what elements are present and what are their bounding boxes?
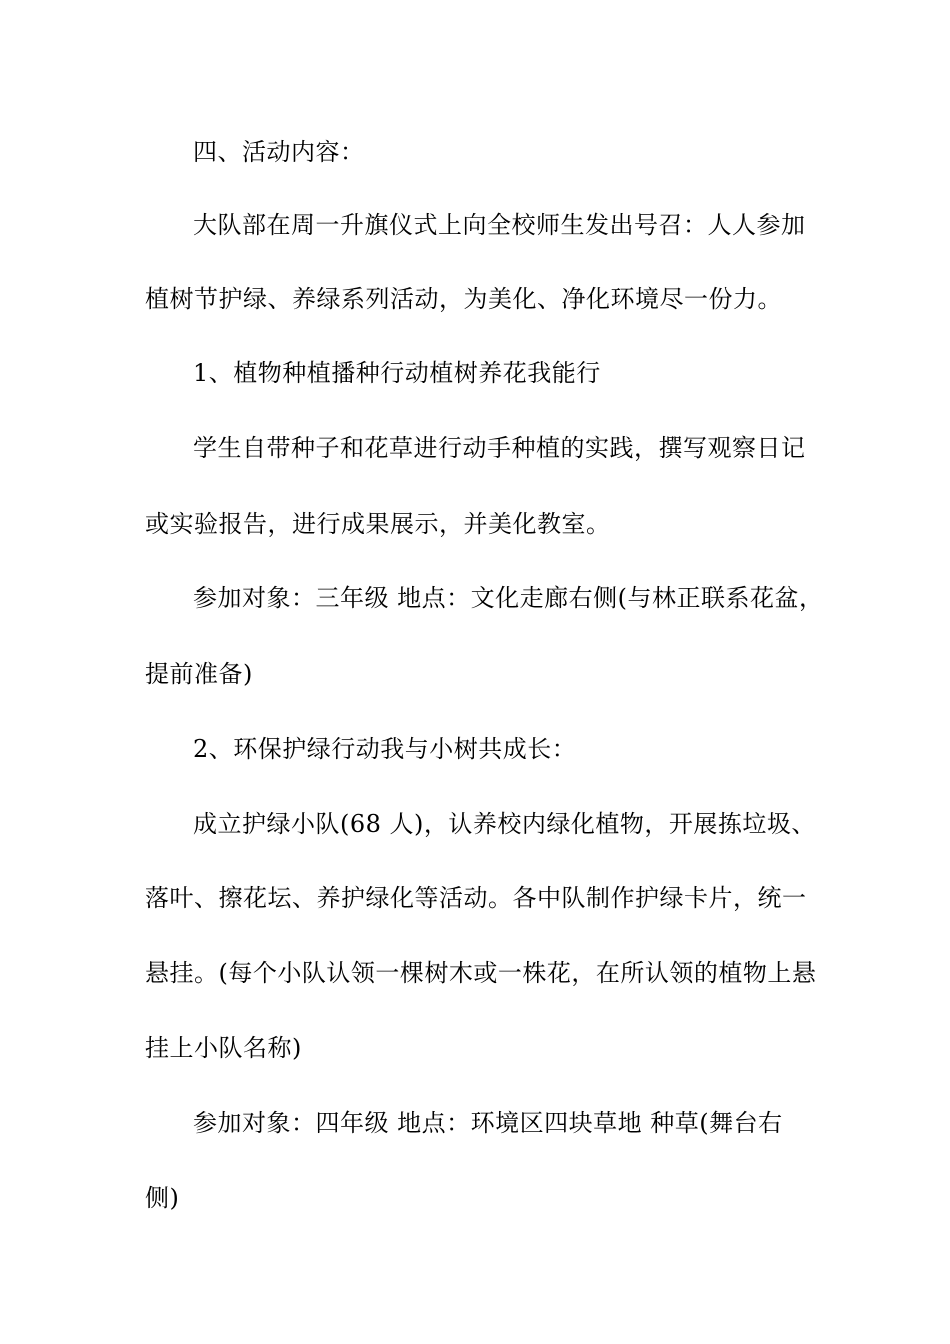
paragraph-line: 参加对象：三年级 地点：文化走廊右侧(与林正联系花盆，	[193, 584, 824, 612]
paragraph-line: 大队部在周一升旗仪式上向全校师生发出号召：人人参加	[193, 211, 806, 239]
section-heading: 四、活动内容：	[193, 138, 365, 166]
paragraph-line: 植树节护绿、养绿系列活动，为美化、净化环境尽一份力。	[145, 285, 782, 313]
paragraph-line: 侧)	[145, 1184, 180, 1212]
subsection-heading: 1、植物种植播种行动植树养花我能行	[193, 359, 601, 387]
paragraph-line: 参加对象：四年级 地点：环境区四块草地 种草(舞台右	[193, 1109, 783, 1137]
paragraph-line: 挂上小队名称)	[145, 1034, 302, 1062]
paragraph-line: 成立护绿小队(68 人)，认养校内绿化植物，开展拣垃圾、	[193, 810, 816, 838]
paragraph-line: 或实验报告，进行成果展示，并美化教室。	[145, 510, 611, 538]
subsection-heading: 2、环保护绿行动我与小树共成长：	[193, 735, 577, 763]
paragraph-line: 落叶、擦花坛、养护绿化等活动。各中队制作护绿卡片，统一	[145, 884, 807, 912]
paragraph-line: 学生自带种子和花草进行动手种植的实践，撰写观察日记	[193, 434, 806, 462]
paragraph-line: 提前准备)	[145, 660, 253, 688]
paragraph-line: 悬挂。(每个小队认领一棵树木或一株花，在所认领的植物上悬	[145, 959, 817, 987]
